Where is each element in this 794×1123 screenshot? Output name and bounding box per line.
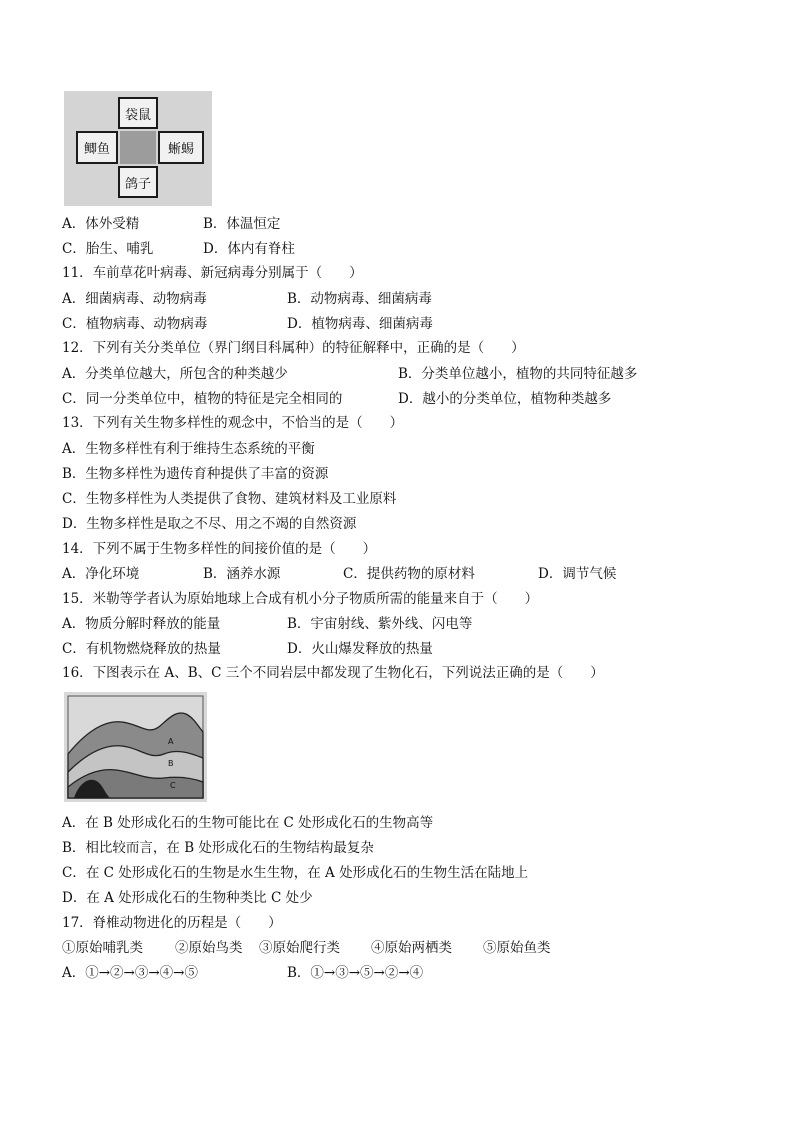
q10-option-a: A．体外受精 (62, 216, 140, 232)
q10-option-d: D．体内有脊柱 (203, 241, 295, 257)
q10-option-b: B．体温恒定 (203, 216, 281, 232)
q15-stem: 15．米勒等学者认为原始地球上合成有机小分子物质所需的能量来自于（ ） (62, 591, 539, 607)
q14-stem: 14．下列不属于生物多样性的间接价值的是（ ） (62, 541, 377, 557)
q16-option-d: D．在 A 处形成化石的生物种类比 C 处少 (62, 890, 313, 906)
q13-option-b: B．生物多样性为遗传育种提供了丰富的资源 (62, 466, 329, 482)
q17-stem: 17．脊椎动物进化的历程是（ ） (62, 915, 282, 931)
q14-option-c: C．提供药物的原材料 (343, 566, 475, 582)
stratum-label-c: C (170, 781, 176, 790)
q17-item-2: ②原始鸟类 (175, 940, 243, 956)
stratum-label-a: A (168, 737, 174, 746)
q16-option-c: C．在 C 处形成化石的生物是水生生物，在 A 处形成化石的生物生活在陆地上 (62, 865, 529, 881)
q12-option-a: A．分类单位越大，所包含的种类越少 (62, 366, 288, 382)
q13-option-c: C．生物多样性为人类提供了食物、建筑材料及工业原料 (62, 491, 397, 507)
q13-stem: 13．下列有关生物多样性的观念中，不恰当的是（ ） (62, 415, 404, 431)
q15-option-d: D．火山爆发释放的热量 (287, 641, 433, 657)
rock-strata-figure (64, 692, 207, 802)
q16-option-a: A．在 B 处形成化石的生物可能比在 C 处形成化石的生物高等 (62, 815, 434, 831)
q12-stem: 12．下列有关分类单位（界门纲目科属种）的特征解释中，正确的是（ ） (62, 340, 525, 356)
q14-option-a: A．净化环境 (62, 566, 140, 582)
q14-option-b: B．涵养水源 (203, 566, 281, 582)
figure-cell-right: 蜥蜴 (158, 131, 204, 164)
q16-stem: 16．下图表示在 A、B、C 三个不同岩层中都发现了生物化石，下列说法正确的是（ ） (62, 665, 604, 681)
q11-option-c: C．植物病毒、动物病毒 (62, 316, 208, 332)
q12-option-c: C．同一分类单位中，植物的特征是完全相同的 (62, 391, 343, 407)
rock-strata-svg (64, 692, 207, 802)
figure-center-square (120, 131, 156, 164)
q14-option-d: D．调节气候 (538, 566, 617, 582)
q11-option-b: B．动物病毒、细菌病毒 (287, 291, 432, 307)
q13-option-a: A．生物多样性有利于维持生态系统的平衡 (62, 441, 315, 457)
q11-option-a: A．细菌病毒、动物病毒 (62, 291, 207, 307)
q12-option-b: B．分类单位越小，植物的共同特征越多 (398, 366, 638, 382)
q10-option-c: C．胎生、哺乳 (62, 241, 154, 257)
q11-stem: 11．车前草花叶病毒、新冠病毒分别属于（ ） (62, 265, 363, 281)
stratum-label-b: B (168, 759, 174, 768)
figure-cell-bottom: 鸽子 (118, 166, 158, 198)
q15-option-a: A．物质分解时释放的能量 (62, 616, 221, 632)
q17-item-1: ①原始哺乳类 (62, 940, 143, 956)
q17-item-4: ④原始两栖类 (371, 940, 452, 956)
animal-cross-figure (64, 91, 212, 206)
q11-option-d: D．植物病毒、细菌病毒 (287, 316, 433, 332)
q15-option-b: B．宇宙射线、紫外线、闪电等 (287, 616, 473, 632)
figure-cell-left: 鲫鱼 (76, 131, 118, 164)
q17-item-5: ⑤原始鱼类 (483, 940, 551, 956)
q12-option-d: D．越小的分类单位，植物种类越多 (398, 391, 612, 407)
q17-option-a: A．①→②→③→④→⑤ (62, 965, 198, 981)
q13-option-d: D．生物多样性是取之不尽、用之不竭的自然资源 (62, 516, 357, 532)
q17-item-3: ③原始爬行类 (259, 940, 340, 956)
figure-cell-top: 袋鼠 (118, 97, 158, 129)
q15-option-c: C．有机物燃烧释放的热量 (62, 641, 221, 657)
q16-option-b: B．相比较而言，在 B 处形成化石的生物结构最复杂 (62, 840, 374, 856)
q17-option-b: B．①→③→⑤→②→④ (287, 965, 424, 981)
